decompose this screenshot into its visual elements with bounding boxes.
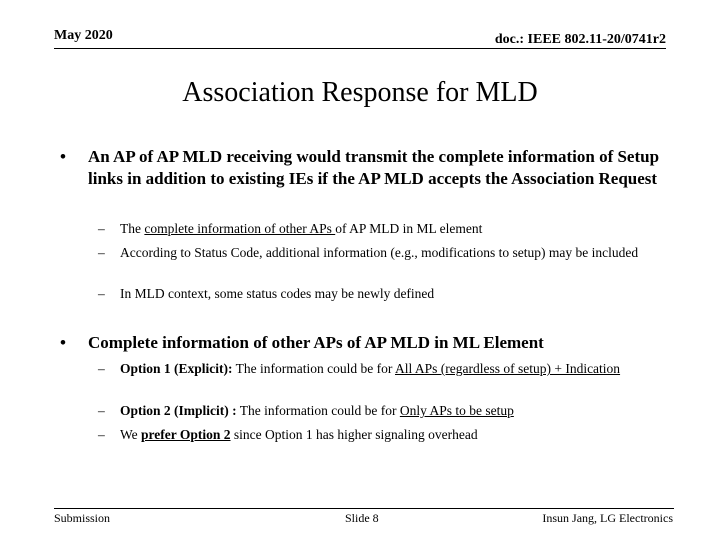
dash-icon: – [98, 221, 105, 236]
sub-text: In MLD context, some status codes may be newly defined [120, 286, 435, 301]
bullet-icon: • [60, 333, 66, 352]
sub-text: of AP MLD in ML element [335, 221, 483, 236]
sub-text: We [120, 427, 142, 442]
bullet-1 [60, 146, 660, 190]
dash-icon: – [98, 427, 105, 442]
footer-divider [54, 508, 674, 509]
bullet-2 [60, 332, 660, 354]
dash-icon: – [98, 286, 105, 301]
sub-underlined: complete information of other APs [144, 221, 336, 236]
bullet-2-sub-1 [98, 360, 665, 377]
sub-text: since Option 1 has higher signaling overhead [230, 427, 478, 442]
dash-icon: – [98, 403, 105, 418]
bullet-2-sub-3 [98, 426, 665, 443]
header-doc-id: doc.: IEEE 802.11-20/0741r2 [494, 32, 666, 47]
slide-title: Association Response for MLD [182, 77, 538, 108]
bullet-2-sub-2 [98, 402, 665, 419]
option-2-label: Option 2 (Implicit) : [120, 403, 237, 418]
bullet-1-text: An AP of AP MLD receiving would transmit the complete information of Setup links in addition to existing IEs if the AP MLD accepts the Association Request [88, 147, 660, 188]
sub-text: The [120, 221, 145, 236]
dash-icon: – [98, 361, 105, 376]
sub-text: The information could be for [236, 403, 400, 418]
bullet-1-sub-2 [98, 244, 665, 261]
bullet-1-sub-1 [98, 220, 665, 237]
sub-underlined: Only APs to be setup [399, 403, 514, 418]
footer-slide-number: Slide 8 [345, 511, 379, 525]
option-1-label: Option 1 (Explicit): [120, 361, 233, 376]
header-divider [54, 48, 666, 49]
preference-emphasis: prefer Option 2 [141, 427, 231, 442]
dash-icon: – [98, 245, 105, 260]
bullet-1-sub-3 [98, 285, 665, 302]
sub-text: The information could be for [232, 361, 395, 376]
footer-submission: Submission [54, 511, 111, 525]
bullet-2-text: Complete information of other APs of AP MLD in ML Element [88, 333, 544, 352]
sub-text: According to Status Code, additional information (e.g., modifications to setup) may be included [120, 245, 639, 260]
sub-underlined: All APs (regardless of setup) + Indication [394, 361, 621, 376]
bullet-icon: • [60, 147, 66, 166]
footer-author: Insun Jang, LG Electronics [542, 511, 673, 525]
header-date: May 2020 [54, 28, 113, 43]
